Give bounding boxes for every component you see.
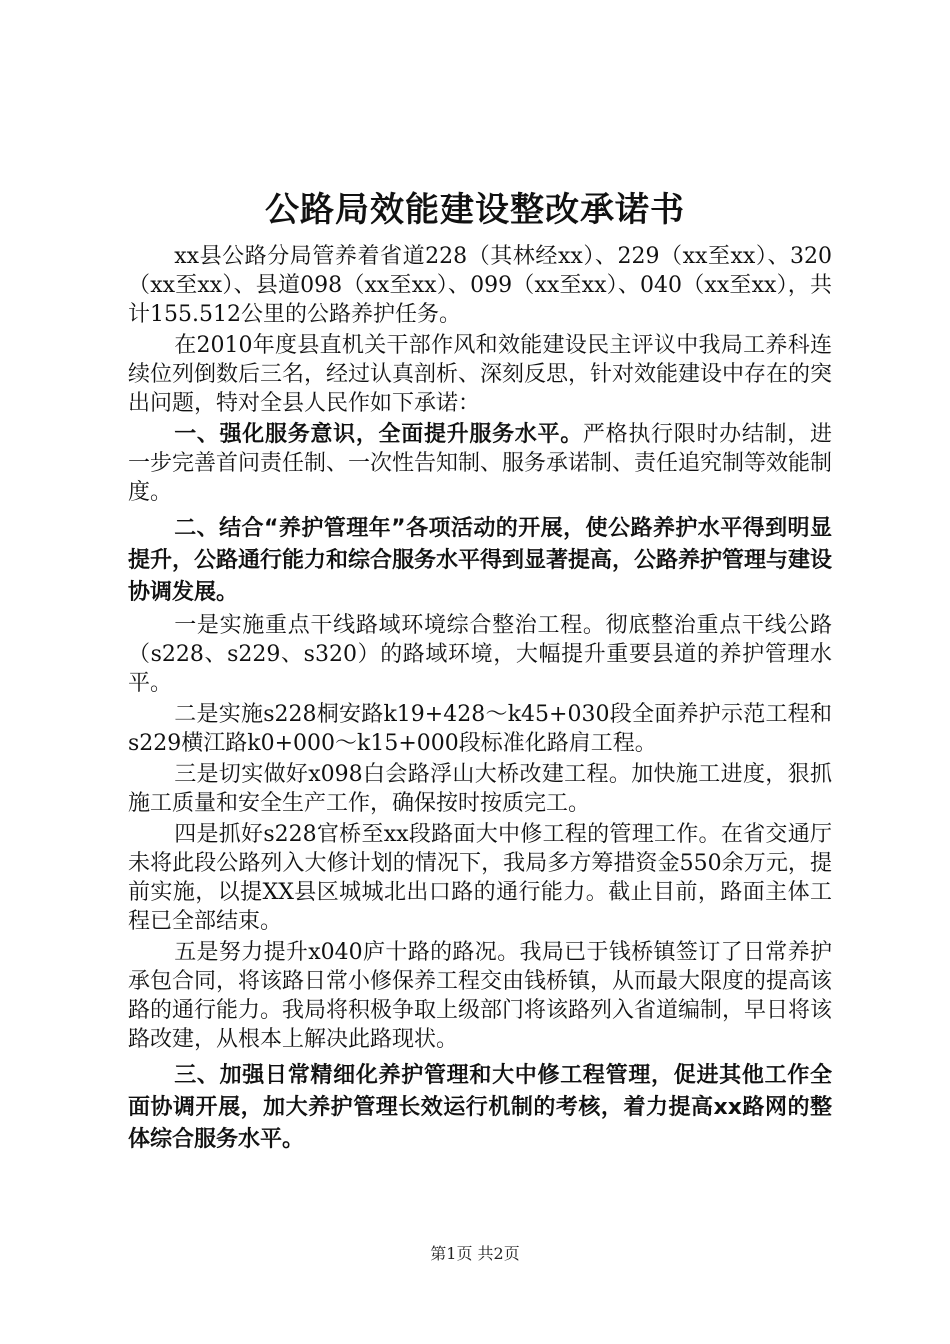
commitment-3-heading: 三、加强日常精细化养护管理和大中修工程管理，促进其他工作全面协调开展，加大养护管理长效运行机制的考核，着力提高xx路网的整体综合服务水平。 [128,1063,832,1152]
commitment-2-heading: 二、结合“养护管理年”各项活动的开展，使公路养护水平得到明显提升，公路通行能力和综合服务水平得到显著提高，公路养护管理与建设协调发展。 [128,516,833,605]
page-number-footer: 第1页 共2页 [430,1244,520,1263]
item-5-paragraph: 五是努力提升x040庐十路的路况。我局已于钱桥镇签订了日常养护承包合同，将该路日常小修保养工程交由钱桥镇，从而最大限度的提高该路的通行能力。我局将积极争取上级部门将该路列入省道编制，早日将该路改建，从根本上解决此路现状。 [128,940,833,1052]
intro-paragraph: xx县公路分局管养着省道228（其林经xx）、229（xx至xx）、320（xx至xx）、县道098（xx至xx）、099（xx至xx）、040（xx至xx），共计155.512公里的公路养护任务。 [128,244,832,327]
item-3-paragraph: 三是切实做好x098白会路浮山大桥改建工程。加快施工进度，狠抓施工质量和安全生产工作，确保按时按质完工。 [128,762,832,816]
item-1-paragraph: 一是实施重点干线路域环境综合整治工程。彻底整治重点干线公路（s228、s229、s320）的路域环境，大幅提升重要县道的养护管理水平。 [128,613,832,696]
context-paragraph: 在2010年度县直机关干部作风和效能建设民主评议中我局工养科连续位列倒数后三名，经过认真剖析、深刻反思，针对效能建设中存在的突出问题，特对全县人民作如下承诺： [128,333,833,416]
commitment-1-heading: 一、强化服务意识，全面提升服务水平。 [174,422,583,447]
item-2-paragraph: 二是实施s228桐安路k19+428～k45+030段全面养护示范工程和s229横江路k0+000～k15+000段标准化路肩工程。 [128,702,832,756]
document-title: 公路局效能建设整改承诺书 [265,190,685,230]
commitment-1-text: 严格执行限时办结制，进一步完善首问责任制、一次性告知制、服务承诺制、责任追究制等效能制度。 [128,422,833,505]
item-4-paragraph: 四是抓好s228官桥至xx段路面大中修工程的管理工作。在省交通厅未将此段公路列入大修计划的情况下，我局多方筹措资金550余万元，提前实施，以提XX县区城城北出口路的通行能力。截止目前，路面主体工程已全部结束。 [128,822,832,934]
commitment-1-paragraph [128,420,832,507]
document-body [128,242,832,1156]
